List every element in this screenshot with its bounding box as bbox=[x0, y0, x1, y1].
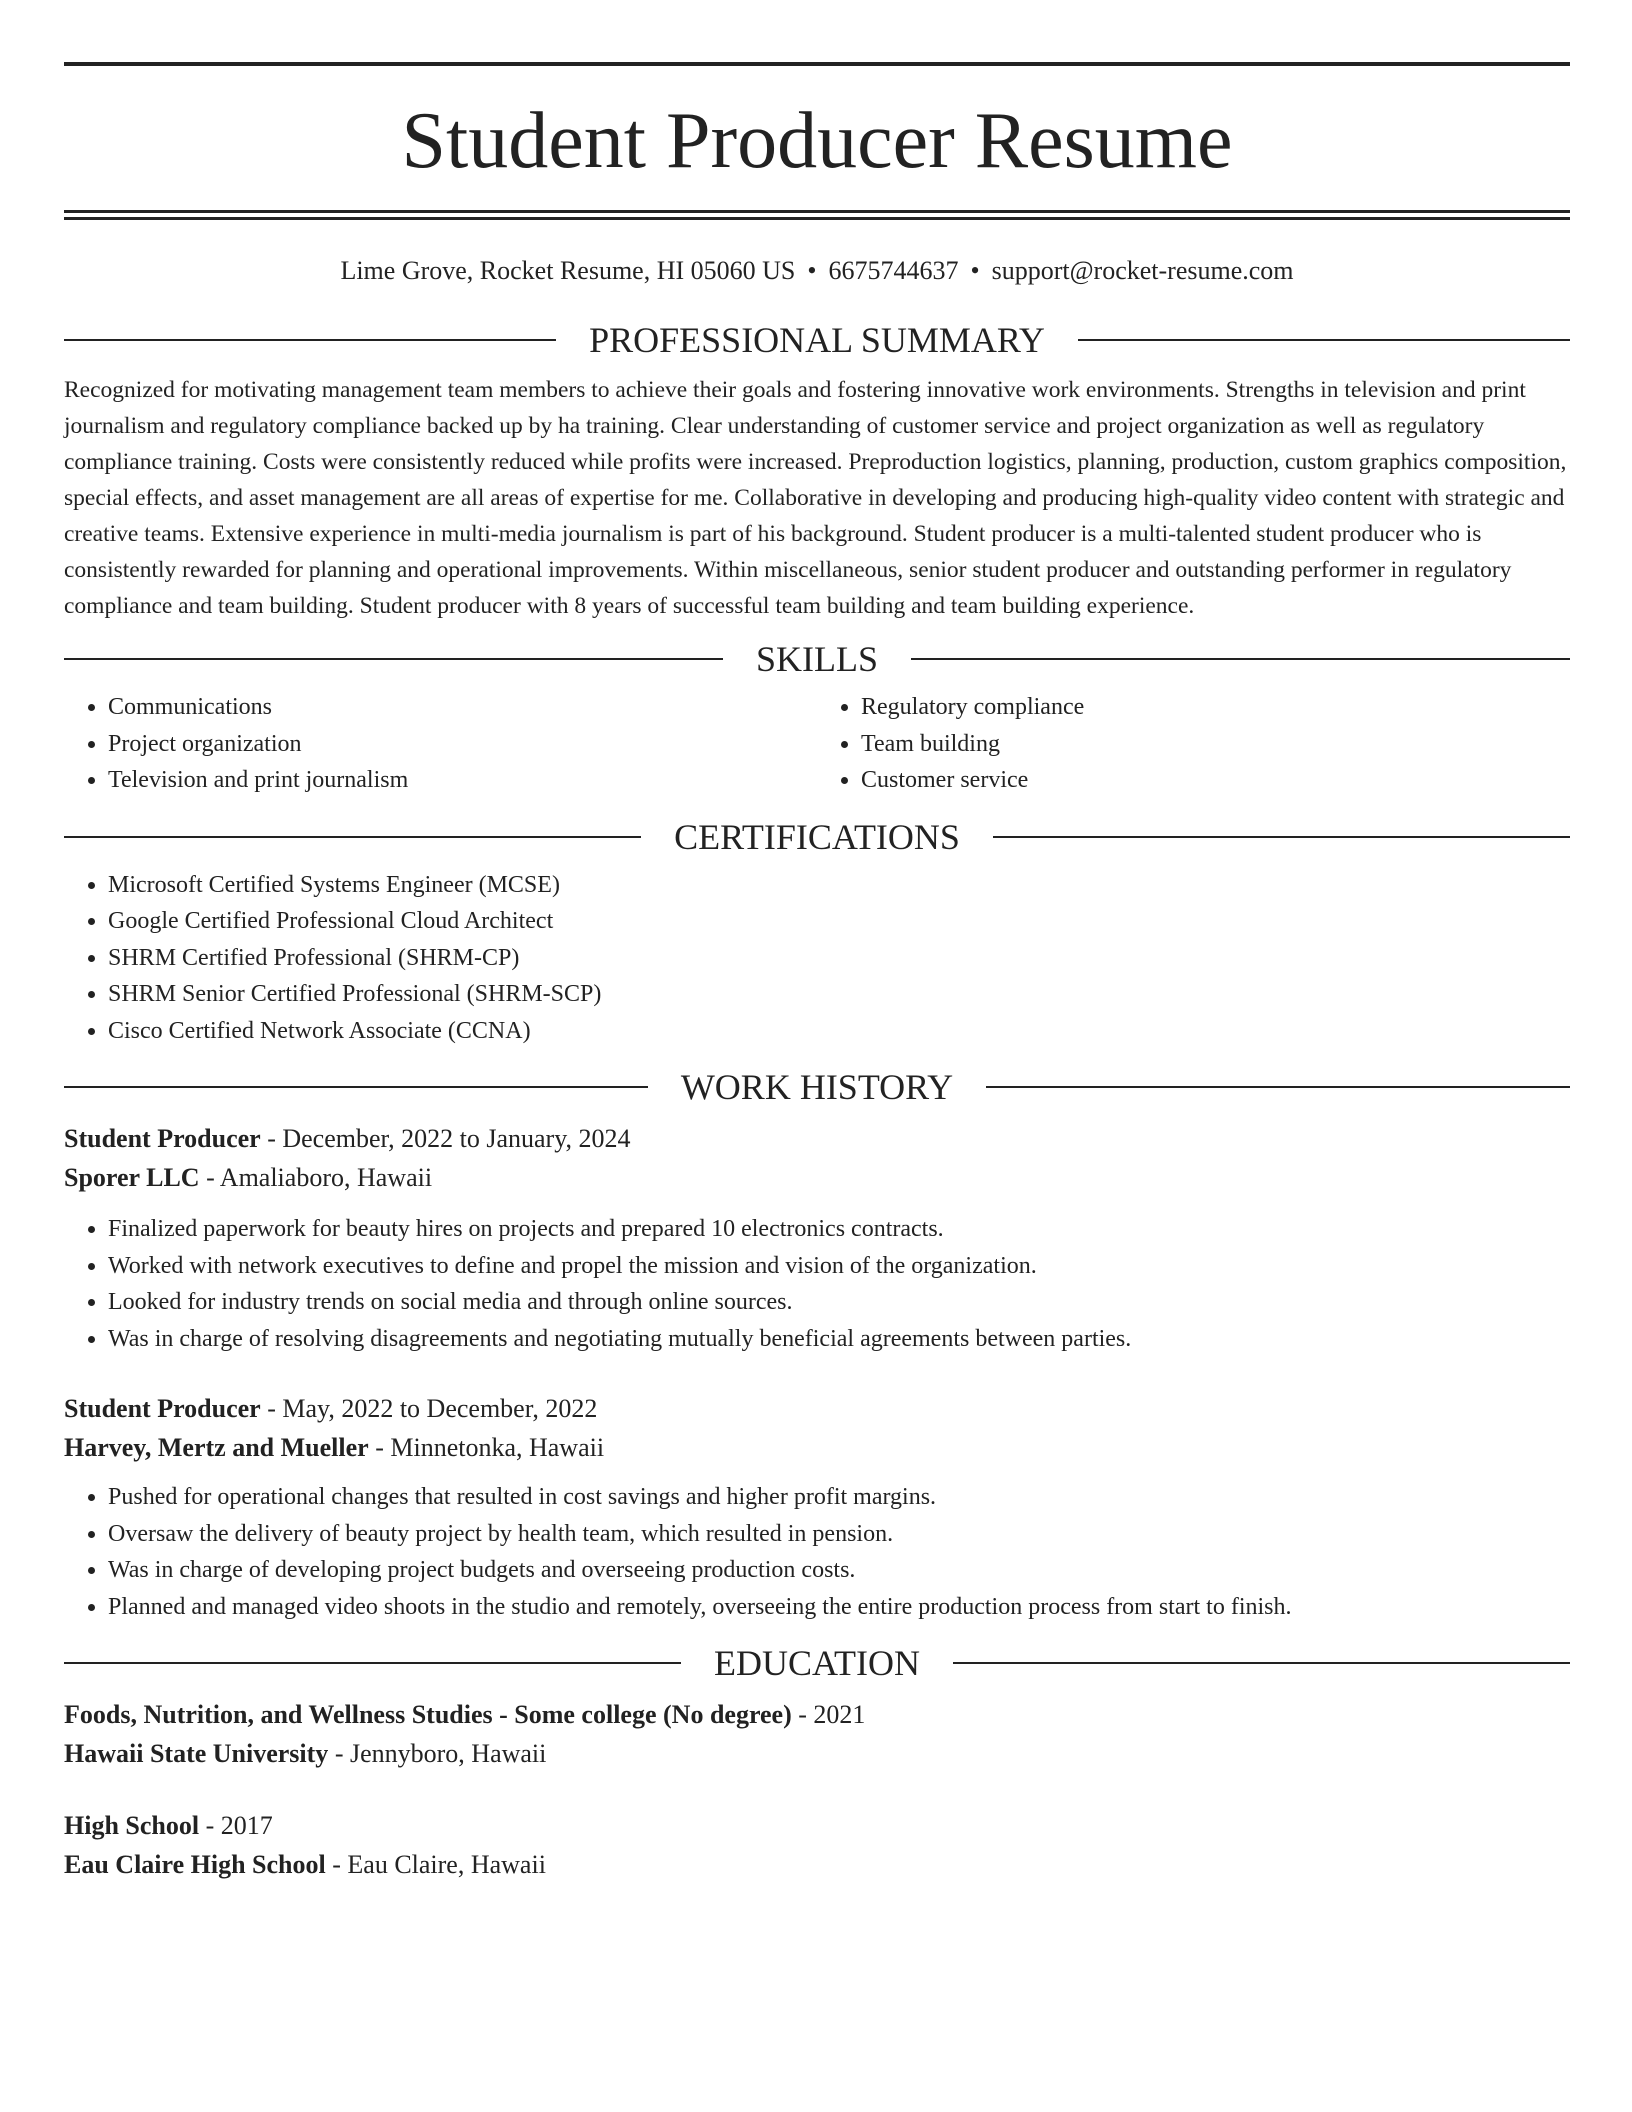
skill-item: • Project organization bbox=[108, 726, 817, 763]
education-school-line bbox=[64, 1845, 1570, 1884]
certifications-list bbox=[64, 867, 1570, 1050]
job-bullet: • Oversaw the delivery of beauty project by health team, which resulted in pension. bbox=[108, 1516, 1570, 1553]
job-dates: - May, 2022 to December, 2022 bbox=[260, 1394, 598, 1423]
contact-separator: • bbox=[807, 256, 817, 285]
job-dates: - December, 2022 to January, 2024 bbox=[260, 1124, 631, 1153]
heading-rule bbox=[64, 658, 723, 660]
skill-item: • Team building bbox=[861, 726, 1570, 763]
education-year: - 2021 bbox=[791, 1700, 866, 1729]
job-bullets bbox=[64, 1211, 1570, 1357]
education-school-line bbox=[64, 1734, 1570, 1773]
skill-item: • Regulatory compliance bbox=[861, 689, 1570, 726]
skills-column-right bbox=[817, 689, 1570, 799]
skills-list bbox=[64, 689, 1570, 799]
job-company: Sporer LLC bbox=[64, 1163, 200, 1192]
heading-rule bbox=[911, 658, 1570, 660]
education-school: Eau Claire High School bbox=[64, 1850, 326, 1879]
job-bullet: • Looked for industry trends on social media and through online sources. bbox=[108, 1284, 1570, 1321]
job-entry bbox=[64, 1119, 1570, 1357]
summary-heading-label: PROFESSIONAL SUMMARY bbox=[589, 320, 1045, 360]
certifications-heading-label: CERTIFICATIONS bbox=[674, 816, 960, 857]
education-school: Hawaii State University bbox=[64, 1739, 329, 1768]
job-title: Student Producer bbox=[64, 1394, 261, 1423]
job-bullet: • Planned and managed video shoots in the studio and remotely, overseeing the entire production process from start to finish. bbox=[108, 1589, 1570, 1626]
certification-item: • SHRM Certified Professional (SHRM-CP) bbox=[108, 940, 1570, 977]
certification-item: • SHRM Senior Certified Professional (SHRM-SCP) bbox=[108, 976, 1570, 1013]
resume-title: Student Producer Resume bbox=[401, 97, 1233, 185]
job-bullet: • Pushed for operational changes that resulted in cost savings and higher profit margins. bbox=[108, 1479, 1570, 1516]
contact-line bbox=[64, 256, 1570, 286]
education-entry bbox=[64, 1695, 1570, 1773]
job-bullet: • Finalized paperwork for beauty hires on projects and prepared 10 electronics contracts. bbox=[108, 1211, 1570, 1248]
work-heading-label: WORK HISTORY bbox=[680, 1067, 954, 1107]
education-heading-label: EDUCATION bbox=[714, 1643, 920, 1683]
job-title-line bbox=[64, 1389, 1570, 1428]
contact-address: Lime Grove, Rocket Resume, HI 05060 US bbox=[340, 256, 796, 285]
heading-rule bbox=[64, 1662, 681, 1664]
heading-rule bbox=[953, 1662, 1570, 1664]
education-degree-line bbox=[64, 1806, 1570, 1845]
summary-heading bbox=[64, 320, 1570, 360]
certification-item: • Google Certified Professional Cloud Architect bbox=[108, 903, 1570, 940]
skill-item: • Customer service bbox=[861, 762, 1570, 799]
job-entry bbox=[64, 1389, 1570, 1625]
education-entry bbox=[64, 1806, 1570, 1884]
heading-rule bbox=[64, 339, 556, 341]
contact-email: support@rocket-resume.com bbox=[991, 256, 1294, 285]
education-degree-line bbox=[64, 1695, 1570, 1734]
heading-rule bbox=[993, 836, 1570, 838]
job-bullets bbox=[64, 1479, 1570, 1625]
heading-rule bbox=[986, 1086, 1570, 1088]
skills-heading bbox=[64, 639, 1570, 679]
contact-phone: 6675744637 bbox=[828, 256, 959, 285]
education-location: - Jennyboro, Hawaii bbox=[328, 1739, 547, 1768]
job-company-line bbox=[64, 1428, 1570, 1467]
skills-column-left bbox=[64, 689, 817, 799]
summary-text: Recognized for motivating management team members to achieve their goals and fostering innovative work environments. Strengths in television and print journalism and regulatory compliance backed up by ha training. Clear understanding of customer service and project organization as well as regulatory compliance training. Costs were consistently reduced while profits were increased. Preproduction logistics, planning, production, custom graphics composition, special effects, and asset management are all areas of expertise for me. Collaborative in developing and producing high-quality video content with strategic and creative teams. Extensive experience in multi-media journalism is part of his background. Student producer is a multi-talented student producer who is consistently rewarded for planning and operational improvements. Within miscellaneous, senior student producer and outstanding performer in regulatory compliance and team building. Student producer with 8 years of successful team building and team building experience. bbox=[64, 377, 1567, 619]
skills-heading-label: SKILLS bbox=[756, 639, 879, 679]
education-degree: Foods, Nutrition, and Wellness Studies - Some college (No degree) bbox=[64, 1700, 792, 1729]
title-double-rule bbox=[64, 210, 1570, 220]
job-title: Student Producer bbox=[64, 1124, 261, 1153]
skill-item: • Television and print journalism bbox=[108, 762, 817, 799]
job-location: - Minnetonka, Hawaii bbox=[368, 1433, 605, 1462]
education-location: - Eau Claire, Hawaii bbox=[325, 1850, 546, 1879]
heading-rule bbox=[64, 1086, 648, 1088]
job-bullet: • Was in charge of resolving disagreements and negotiating mutually beneficial agreements between parties. bbox=[108, 1321, 1570, 1358]
heading-rule bbox=[64, 836, 641, 838]
job-title-line bbox=[64, 1119, 1570, 1158]
certifications-heading bbox=[64, 817, 1570, 857]
work-heading bbox=[64, 1067, 1570, 1107]
job-bullet: • Was in charge of developing project budgets and overseeing production costs. bbox=[108, 1552, 1570, 1589]
certification-item: • Microsoft Certified Systems Engineer (MCSE) bbox=[108, 867, 1570, 904]
top-rule bbox=[64, 62, 1570, 66]
resume-page bbox=[64, 62, 1570, 1884]
contact-separator: • bbox=[970, 256, 980, 285]
education-heading bbox=[64, 1643, 1570, 1683]
skill-item: • Communications bbox=[108, 689, 817, 726]
job-bullet: • Worked with network executives to define and propel the mission and vision of the organization. bbox=[108, 1248, 1570, 1285]
education-degree: High School bbox=[64, 1811, 200, 1840]
education-year: - 2017 bbox=[199, 1811, 273, 1840]
certification-item: • Cisco Certified Network Associate (CCNA) bbox=[108, 1013, 1570, 1050]
job-company-line bbox=[64, 1158, 1570, 1197]
job-location: - Amaliaboro, Hawaii bbox=[199, 1163, 433, 1192]
heading-rule bbox=[1078, 339, 1570, 341]
job-company: Harvey, Mertz and Mueller bbox=[64, 1433, 369, 1462]
